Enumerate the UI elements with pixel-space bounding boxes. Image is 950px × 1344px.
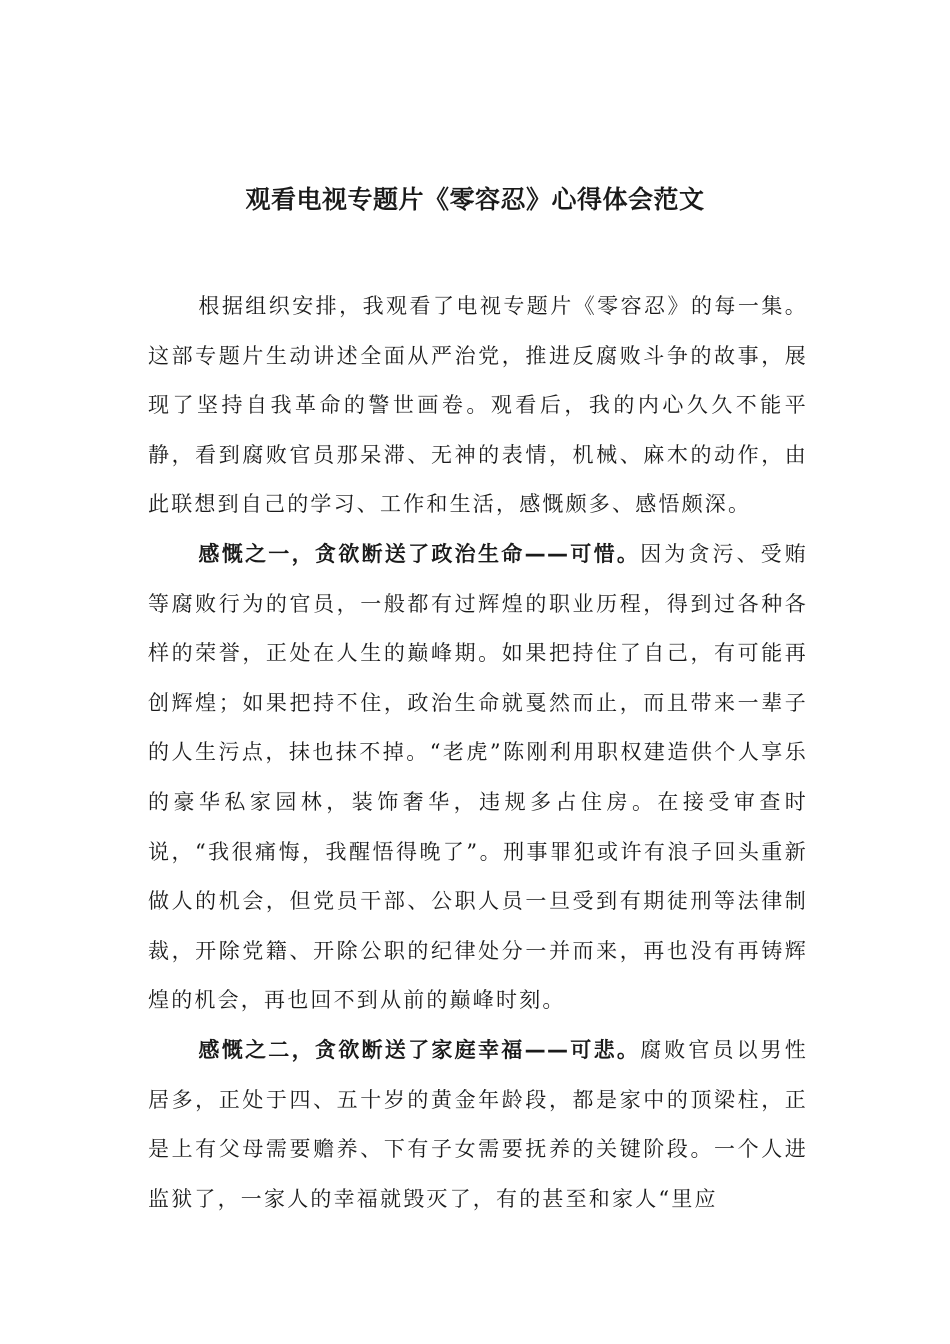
paragraph-lead-heading: 感慨之一，贪欲断送了政治生命——可惜。	[198, 541, 641, 566]
paragraph-lead-heading: 感慨之二，贪欲断送了家庭幸福——可悲。	[198, 1037, 641, 1062]
document-body	[148, 282, 808, 1224]
document-title: 观看电视专题片《零容忍》心得体会范文	[245, 185, 705, 214]
paragraph-reflection-2	[148, 1026, 808, 1224]
paragraph-reflection-1	[148, 530, 808, 1026]
paragraph-text: 根据组织安排，我观看了电视专题片《零容忍》的每一集。这部专题片生动讲述全面从严治党，推进反腐败斗争的故事，展现了坚持自我革命的警世画卷。观看后，我的内心久久不能平静，看到腐败官员那呆滞、无神的表情，机械、麻木的动作，由此联想到自己的学习、工作和生活，感慨颇多、感悟颇深。	[148, 294, 808, 517]
paragraph-text: 腐败官员以男性居多，正处于四、五十岁的黄金年龄段，都是家中的顶梁柱，正是上有父母需要赡养、下有子女需要抚养的关键阶段。一个人进监狱了，一家人的幸福就毁灭了，有的甚至和家人“里应	[148, 1037, 808, 1211]
paragraph-intro	[148, 282, 808, 530]
paragraph-text: 因为贪污、受贿等腐败行为的官员，一般都有过辉煌的职业历程，得到过各种各样的荣誉，正处在人生的巅峰期。如果把持住了自己，有可能再创辉煌；如果把持不住，政治生命就戛然而止，而且带来一辈子的人生污点，抹也抹不掉。“老虎”陈刚利用职权建造供个人享乐的豪华私家园林，装饰奢华，违规多占住房。在接受审查时说，“我很痛悔，我醒悟得晚了”。刑事罪犯或许有浪子回头重新做人的机会，但党员干部、公职人员一旦受到有期徒刑等法律制裁，开除党籍、开除公职的纪律处分一并而来，再也没有再铸辉煌的机会，再也回不到从前的巅峰时刻。	[148, 541, 808, 1013]
